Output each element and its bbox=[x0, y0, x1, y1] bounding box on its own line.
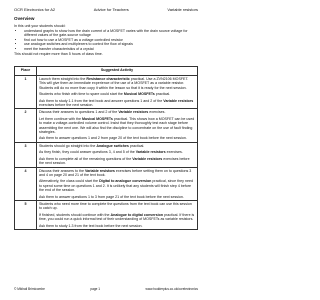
overview-body bbox=[14, 24, 198, 56]
activity-text: practical. If there is time, you could run a quick informal test of their understanding of MOSFETs as variable resistors. bbox=[39, 212, 195, 222]
activity-text: Let them continue with the bbox=[39, 116, 82, 121]
activity-paragraph bbox=[39, 224, 195, 228]
activity-paragraph bbox=[39, 179, 195, 192]
activity-paragraph bbox=[39, 213, 195, 222]
table-row bbox=[15, 200, 198, 229]
header-audience: Advice for Teachers bbox=[93, 7, 129, 12]
overview-closing: This should not require more than 5 hours of class time. bbox=[14, 51, 103, 56]
activity-text: Students should go straight into the bbox=[39, 143, 97, 148]
activity-text: Alternatively, the class could start the bbox=[39, 179, 100, 184]
activity-paragraph bbox=[39, 117, 195, 135]
header-course: OCR Electronics for A2 bbox=[14, 7, 56, 12]
table-header-row bbox=[15, 67, 198, 76]
session-activity bbox=[37, 142, 198, 167]
activity-title: Analogue switches bbox=[96, 143, 129, 148]
table-row bbox=[15, 167, 198, 200]
activity-title: Variable resistors bbox=[135, 150, 166, 155]
session-activity bbox=[37, 76, 198, 109]
activity-paragraph bbox=[39, 110, 195, 114]
activity-paragraph bbox=[39, 144, 195, 148]
activity-text: Ask them to study 1.3 from the text book before the next session. bbox=[39, 223, 143, 228]
activity-text: Students who need more time to complete the questions from the text book can use this session to catch up. bbox=[39, 201, 192, 211]
activity-text: exercises before the next session. bbox=[39, 156, 190, 166]
objective-item: • find out how to use a MOSFET as a voltage controlled resistor bbox=[24, 38, 198, 43]
session-number: 4 bbox=[15, 167, 37, 200]
activity-paragraph bbox=[39, 99, 195, 108]
activity-text: exercises before setting them on to questions 3 and 4 on page 20 and 21 of the text book. bbox=[39, 168, 192, 177]
activity-paragraph bbox=[39, 169, 195, 178]
activity-paragraph bbox=[39, 202, 195, 211]
activity-title: Variable resistors bbox=[132, 156, 163, 161]
activity-text: If finished, students should continue with the bbox=[39, 212, 111, 217]
activity-text: Launch them straight into the bbox=[39, 77, 87, 81]
session-number: 2 bbox=[15, 109, 37, 142]
session-number: 3 bbox=[15, 142, 37, 167]
activity-title: Variable resistors bbox=[163, 98, 194, 103]
page-header bbox=[14, 7, 198, 16]
activity-text: Students who finish with time to spare could start the bbox=[39, 92, 124, 97]
table-row bbox=[15, 142, 198, 167]
activity-text: As they finish, they could answer questions 3, 4 and 5 of the bbox=[39, 150, 136, 155]
activity-text: exercises. bbox=[148, 110, 166, 115]
activity-text: Discuss their answers to the bbox=[39, 168, 85, 173]
activity-paragraph bbox=[39, 136, 195, 140]
activity-text: practical. bbox=[154, 92, 171, 97]
footer-url: www.hodderplus.co.uk/ocrelectronics bbox=[145, 287, 198, 291]
activity-title: Analogue to digital conversion bbox=[110, 212, 164, 217]
activity-paragraph bbox=[39, 150, 195, 154]
activity-title: Variable resistors bbox=[118, 110, 149, 115]
table-row bbox=[15, 109, 198, 142]
column-header-place: Place bbox=[15, 67, 37, 76]
footer-copyright: © Mikhail Brimicombe bbox=[14, 287, 45, 291]
activity-text: practical. Use a ZVN2106 MOSFET. This will give them an immediate experience of the use of a MOSFET as a variable resistor. Students will do no more than copy it within the lesson so that it is ready for the next session. bbox=[39, 77, 189, 90]
activity-text: exercises. bbox=[165, 150, 183, 155]
activity-title: Resistance characteristic bbox=[86, 77, 130, 81]
activity-paragraph bbox=[39, 157, 195, 166]
activity-paragraph bbox=[39, 77, 195, 90]
session-activity bbox=[37, 109, 198, 142]
overview-heading: Overview bbox=[14, 16, 35, 21]
activity-title: Digital to analogue conversion bbox=[99, 179, 152, 184]
overview-intro: In this unit your students should: bbox=[14, 24, 66, 28]
activity-text: Discuss their answers to questions 1 and 2 of the bbox=[39, 110, 119, 115]
objective-item: • use analogue switches and multiplexers to control the flow of signals bbox=[24, 42, 198, 47]
activity-text: Ask them to complete all of the remaining questions of the bbox=[39, 156, 133, 161]
session-activity bbox=[37, 200, 198, 229]
activity-text: practical. bbox=[128, 143, 145, 148]
objective-item: • understand graphs to show how the drain current of a MOSFET varies with the drain source voltage for different values of the gate-source voltage bbox=[24, 29, 198, 38]
activity-title: Musical MOSFETs bbox=[81, 116, 113, 121]
activity-title: Musical MOSFETs bbox=[123, 92, 155, 97]
table-row bbox=[15, 76, 198, 109]
activity-title: Variable resistors bbox=[84, 168, 115, 173]
activity-text: Ask them to answer questions 1 to 3 from page 21 of the text book before the next session. bbox=[39, 194, 184, 199]
session-activity bbox=[37, 167, 198, 200]
page-footer bbox=[14, 287, 198, 293]
activity-table-body bbox=[15, 76, 198, 230]
header-topic: Variable resistors bbox=[167, 7, 198, 12]
activity-paragraph bbox=[39, 195, 195, 199]
activity-text: Ask them to study 1.1 from the text book and answer questions 1 and 2 of the bbox=[39, 98, 164, 103]
column-header-activity: Suggested Activity bbox=[37, 67, 198, 76]
objectives-list bbox=[14, 29, 198, 52]
activity-text: exercises before the next session. bbox=[39, 103, 94, 108]
activity-table bbox=[14, 66, 198, 230]
footer-page-number: page 1 bbox=[90, 287, 101, 291]
activity-paragraph bbox=[39, 92, 195, 96]
activity-text: practical, since they need to spend some time on questions 1 and 2. It is unlikely that any students will finish step 4 before the end of the session. bbox=[39, 179, 193, 193]
objective-item: • meet the transfer characteristics of a crystal bbox=[24, 47, 198, 52]
activity-text: practical. This shows how a MOSFET can be used to make a voltage-controlled volume control. Insist that they thoroughly test each stage before assembling the next one. We will also find the discipline to concentrate on the use of fault finding strategies. bbox=[39, 116, 195, 135]
session-number: 1 bbox=[15, 76, 37, 109]
activity-text: Ask them to answer questions 1 and 2 from page 20 of the text book before the next session. bbox=[39, 136, 187, 141]
session-number: 5 bbox=[15, 200, 37, 229]
